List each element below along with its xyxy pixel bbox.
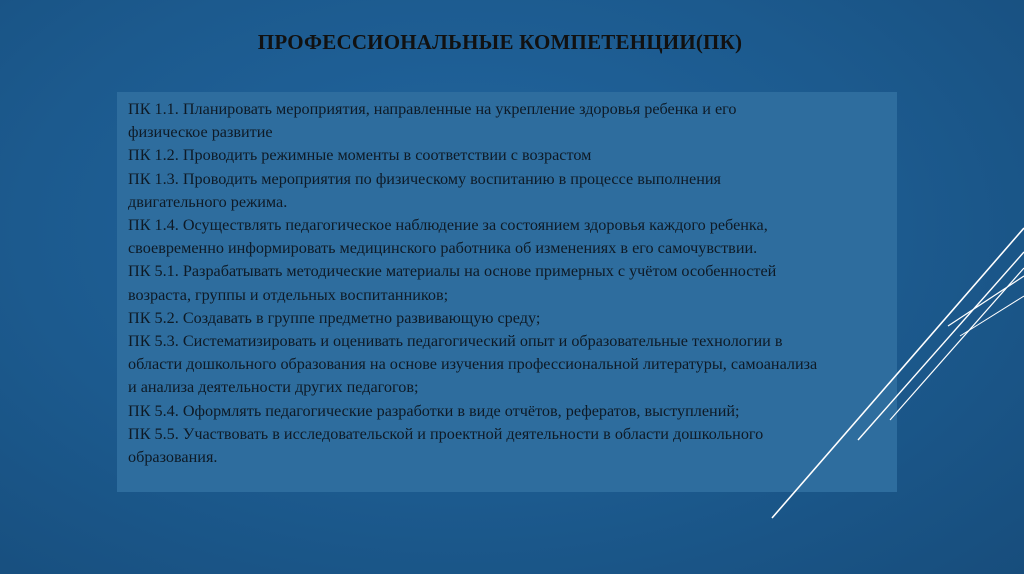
decor-line — [772, 228, 1024, 518]
text-line: ПК 5.2. Создавать в группе предметно развивающую среду; — [128, 308, 541, 327]
text-line: ПК 5.3. Систематизировать и оценивать педагогический опыт и образовательные технологии в — [128, 332, 783, 351]
text-line: образования. — [128, 448, 218, 467]
text-line: ПК 5.1. Разрабатывать методические материалы на основе примерных с учётом особенностей — [128, 262, 777, 281]
text-line: ПК 5.4. Оформлять педагогические разработки в виде отчётов, рефератов, выступлений; — [128, 401, 740, 420]
text-line: ПК 1.4. Осуществлять педагогическое наблюдение за состоянием здоровья каждого ребенка, — [128, 216, 768, 235]
text-line: своевременно информировать медицинского работника об изменениях в его самочувствии. — [128, 239, 758, 258]
text-line: возраста, группы и отдельных воспитанников; — [128, 285, 449, 304]
text-line: ПК 1.1. Планировать мероприятия, направленные на укрепление здоровья ребенка и его — [128, 100, 737, 118]
decor-line — [948, 276, 1024, 326]
text-line: двигательного режима. — [128, 192, 288, 211]
decor-line — [858, 252, 1024, 440]
text-line: ПК 1.2. Проводить режимные моменты в соответствии с возрастом — [128, 146, 592, 165]
text-line: и анализа деятельности других педагогов; — [128, 378, 419, 397]
text-line: физическое развитие — [128, 123, 273, 142]
text-line: ПК 1.3. Проводить мероприятия по физическому воспитанию в процессе выполнения — [128, 169, 721, 188]
text-line: ПК 5.5. Участвовать в исследовательской и проектной деятельности в области дошкольного — [128, 424, 764, 443]
decor-line — [890, 268, 1024, 420]
slide-title: ПРОФЕССИОНАЛЬНЫЕ КОМПЕТЕНЦИИ(ПК) — [257, 30, 743, 54]
decor-line — [960, 296, 1024, 336]
text-line: области дошкольного образования на основе изучения профессиональной литературы, самоанализа — [128, 355, 818, 374]
